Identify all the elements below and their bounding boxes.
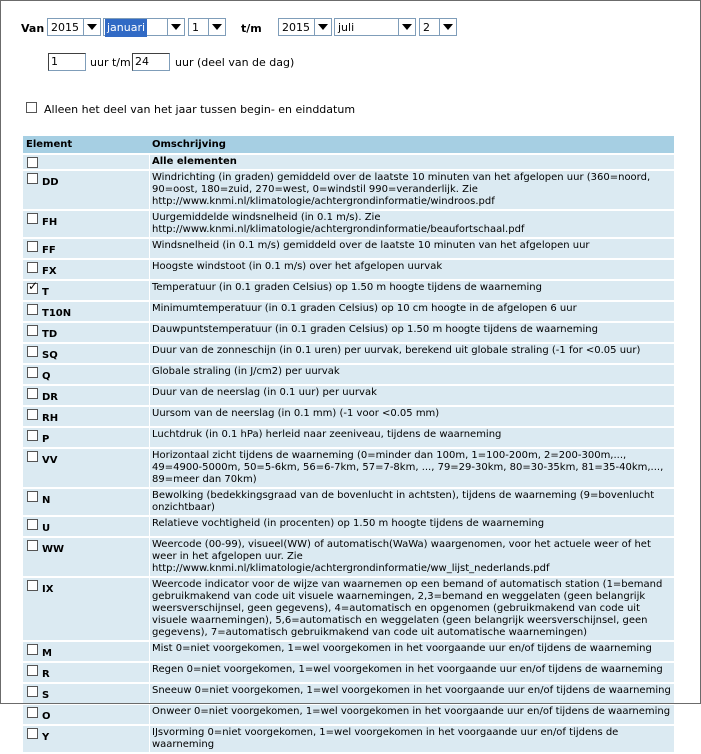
- element-code: DD: [42, 177, 59, 188]
- element-checkbox[interactable]: [27, 409, 38, 420]
- hour-from-input[interactable]: 1: [48, 53, 86, 71]
- element-code: P: [42, 434, 50, 445]
- table-row: [23, 517, 674, 536]
- element-cell: [23, 578, 149, 640]
- element-description: Bewolking (bedekkingsgraad van de bovenlucht in achtsten), tijdens de waarneming (9=bovenlucht onzichtbaar): [149, 489, 674, 515]
- element-description: Alle elementen: [149, 155, 674, 169]
- element-cell: [23, 663, 149, 682]
- element-checkbox[interactable]: [27, 241, 38, 252]
- table-row: [23, 211, 674, 237]
- element-checkbox[interactable]: [27, 173, 38, 184]
- element-description: Horizontaal zicht tijdens de waarneming (0=minder dan 100m, 1=100-200m, 2=200-300m,..., 49=4900-5000m, 50=5-6km, 56=6-7km, 57=7-8km, ..., 79=29-30km, 80=30-35km, 81=35-40km,..., 89=meer dan 70km): [149, 449, 674, 487]
- element-code: FH: [42, 217, 58, 228]
- element-cell: [23, 489, 149, 515]
- element-cell: [23, 517, 149, 536]
- element-cell: [23, 365, 149, 384]
- element-description: Windsnelheid (in 0.1 m/s) gemiddeld over de laatste 10 minuten van het afgelopen uur: [149, 239, 674, 258]
- element-description: Minimumtemperatuur (in 0.1 graden Celsius) op 10 cm hoogte in de afgelopen 6 uur: [149, 302, 674, 321]
- element-code: N: [42, 495, 51, 506]
- table-row: [23, 663, 674, 682]
- tm-label: t/m: [241, 22, 262, 35]
- table-row: [23, 171, 674, 209]
- element-cell: [23, 538, 149, 576]
- element-code: FX: [42, 266, 57, 277]
- table-row: [23, 449, 674, 487]
- table-row: [23, 323, 674, 342]
- column-header-element: Element: [23, 136, 149, 153]
- van-label: Van: [21, 22, 45, 35]
- chevron-down-icon: [314, 19, 331, 35]
- element-description: Regen 0=niet voorgekomen, 1=wel voorgekomen in het voorgaande uur en/of tijdens de waarneming: [149, 663, 674, 682]
- element-code: R: [42, 669, 50, 680]
- table-row: [23, 489, 674, 515]
- element-checkbox[interactable]: [27, 686, 38, 697]
- element-checkbox[interactable]: [27, 540, 38, 551]
- column-header-description: Omschrijving: [149, 136, 674, 153]
- element-cell: [23, 155, 149, 169]
- element-description: Hoogste windstoot (in 0.1 m/s) over het afgelopen uurvak: [149, 260, 674, 279]
- table-row: [23, 302, 674, 321]
- element-code: U: [42, 523, 51, 534]
- element-checkbox[interactable]: [27, 262, 38, 273]
- chevron-down-icon: [83, 19, 100, 35]
- table-row: [23, 260, 674, 279]
- hour-tm-label: uur t/m: [90, 56, 131, 69]
- to-year-select[interactable]: 2015: [278, 18, 332, 36]
- element-code: DR: [42, 392, 59, 403]
- element-code: SQ: [42, 350, 58, 361]
- element-table: [23, 134, 674, 754]
- element-cell: [23, 281, 149, 300]
- element-checkbox[interactable]: [27, 644, 38, 655]
- chevron-down-icon: [439, 19, 456, 35]
- element-cell: [23, 171, 149, 209]
- element-checkbox[interactable]: [27, 367, 38, 378]
- element-checkbox[interactable]: [27, 157, 38, 168]
- element-code: M: [42, 648, 52, 659]
- element-cell: [23, 239, 149, 258]
- element-checkbox[interactable]: [27, 728, 38, 739]
- element-code: T: [42, 287, 49, 298]
- table-row: [23, 538, 674, 576]
- table-row: [23, 578, 674, 640]
- element-checkbox[interactable]: [27, 519, 38, 530]
- element-cell: [23, 302, 149, 321]
- element-cell: [23, 684, 149, 703]
- element-description: Uursom van de neerslag (in 0.1 mm) (-1 voor <0.05 mm): [149, 407, 674, 426]
- element-checkbox[interactable]: [27, 213, 38, 224]
- element-cell: [23, 449, 149, 487]
- element-code: FF: [42, 245, 56, 256]
- element-description: Sneeuw 0=niet voorgekomen, 1=wel voorgekomen in het voorgaande uur en/of tijdens de waarneming: [149, 684, 674, 703]
- element-cell: [23, 323, 149, 342]
- element-code: VV: [42, 455, 58, 466]
- table-row: [23, 344, 674, 363]
- element-description: Mist 0=niet voorgekomen, 1=wel voorgekomen in het voorgaande uur en/of tijdens de waarneming: [149, 642, 674, 661]
- element-description: Duur van de zonneschijn (in 0.1 uren) per uurvak, berekend uit globale straling (-1 for <0.05 uur): [149, 344, 674, 363]
- element-code: S: [42, 690, 50, 701]
- table-row: [23, 428, 674, 447]
- element-code: TD: [42, 329, 58, 340]
- element-description: Temperatuur (in 0.1 graden Celsius) op 1.50 m hoogte tijdens de waarneming: [149, 281, 674, 300]
- element-checkbox[interactable]: [27, 580, 38, 591]
- element-cell: [23, 211, 149, 237]
- element-cell: [23, 428, 149, 447]
- hour-suffix-label: uur (deel van de dag): [175, 56, 295, 69]
- element-code: Y: [42, 732, 50, 743]
- table-row: [23, 684, 674, 703]
- element-description: Relatieve vochtigheid (in procenten) op 1.50 m hoogte tijdens de waarneming: [149, 517, 674, 536]
- element-description: Uurgemiddelde windsnelheid (in 0.1 m/s). Zie http://www.knmi.nl/klimatologie/achtergrondinformatie/beaufortschaal.pdf: [149, 211, 674, 237]
- from-month-select[interactable]: januari: [103, 18, 185, 36]
- element-code: O: [42, 711, 51, 722]
- to-month-select[interactable]: juli: [334, 18, 416, 36]
- table-row: [23, 705, 674, 724]
- element-cell: [23, 642, 149, 661]
- element-checkbox[interactable]: [27, 451, 38, 462]
- element-cell: [23, 260, 149, 279]
- element-checkbox[interactable]: [27, 388, 38, 399]
- hour-to-input[interactable]: 24: [132, 53, 170, 71]
- table-row: [23, 239, 674, 258]
- chevron-down-icon: [398, 19, 415, 35]
- element-code: WW: [42, 544, 65, 555]
- table-row: [23, 155, 674, 169]
- from-year-select[interactable]: 2015: [47, 18, 101, 36]
- element-description: Onweer 0=niet voorgekomen, 1=wel voorgekomen in het voorgaande uur en/of tijdens de waarneming: [149, 705, 674, 724]
- element-checkbox[interactable]: [27, 430, 38, 441]
- element-description: Duur van de neerslag (in 0.1 uur) per uurvak: [149, 386, 674, 405]
- partyear-checkbox[interactable]: [26, 102, 37, 113]
- table-row: [23, 281, 674, 300]
- table-row: [23, 386, 674, 405]
- element-checkbox[interactable]: [27, 707, 38, 718]
- table-row: [23, 365, 674, 384]
- chevron-down-icon: [167, 19, 184, 35]
- to-day-select[interactable]: 2: [419, 18, 457, 36]
- element-cell: [23, 344, 149, 363]
- element-description: IJsvorming 0=niet voorgekomen, 1=wel voorgekomen in het voorgaande uur en/of tijdens de waarneming: [149, 726, 674, 752]
- table-row: [23, 642, 674, 661]
- element-description: Weercode (00-99), visueel(WW) of automatisch(WaWa) waargenomen, voor het actuele weer of het weer in het afgelopen uur. Zie http://www.knmi.nl/klimatologie/achtergrondinformatie/ww_lijst_nederlands.pdf: [149, 538, 674, 576]
- element-checkbox[interactable]: [27, 665, 38, 676]
- element-cell: [23, 705, 149, 724]
- from-day-select[interactable]: 1: [188, 18, 226, 36]
- element-description: Dauwpuntstemperatuur (in 0.1 graden Celsius) op 1.50 m hoogte tijdens de waarneming: [149, 323, 674, 342]
- element-description: Globale straling (in J/cm2) per uurvak: [149, 365, 674, 384]
- element-description: Luchtdruk (in 0.1 hPa) herleid naar zeeniveau, tijdens de waarneming: [149, 428, 674, 447]
- element-checkbox[interactable]: [27, 304, 38, 315]
- element-description: Weercode indicator voor de wijze van waarnemen op een bemand of automatisch station (1=bemand gebruikmakend van code uit visuele waarnemingen, 2,3=bemand en weggelaten (geen belangrijk weersverschijnsel, geen gegevens), 4=automatisch en opgenomen (gebruikmakend van code uit visuele waarnemingen), 5,6=automatisch en weggelaten (geen belangrijk weersverschijnsel, geen gegevens), 7=automatisch gebruikmakend van code uit automatische waarnemingen): [149, 578, 674, 640]
- element-code: Q: [42, 371, 51, 382]
- element-description: Windrichting (in graden) gemiddeld over de laatste 10 minuten van het afgelopen uur (360=noord, 90=oost, 180=zuid, 270=west, 0=windstil 990=veranderlijk. Zie http://www.knmi.nl/klimatologie/achtergrondinformatie/windroos.pdf: [149, 171, 674, 209]
- element-cell: [23, 407, 149, 426]
- element-code: T10N: [42, 308, 72, 319]
- element-checkbox[interactable]: [27, 325, 38, 336]
- element-cell: [23, 726, 149, 752]
- table-row: [23, 726, 674, 752]
- partyear-label: Alleen het deel van het jaar tussen begin- en einddatum: [44, 103, 356, 116]
- element-cell: [23, 386, 149, 405]
- table-row: [23, 407, 674, 426]
- chevron-down-icon: [208, 19, 225, 35]
- element-checkbox[interactable]: [27, 491, 38, 502]
- element-checkbox[interactable]: [27, 283, 38, 294]
- element-code: IX: [42, 584, 54, 595]
- element-checkbox[interactable]: [27, 346, 38, 357]
- element-code: RH: [42, 413, 59, 424]
